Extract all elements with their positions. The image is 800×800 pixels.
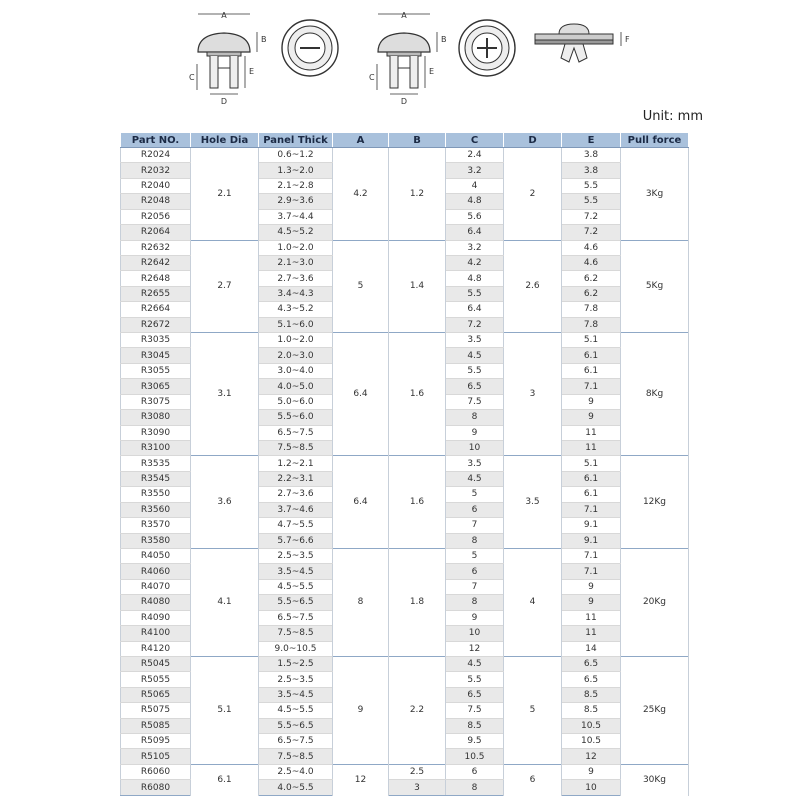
dim-d-cell: 2: [504, 148, 562, 241]
dim-c-cell: 8: [446, 533, 504, 548]
dim-label-a-2: A: [401, 11, 407, 20]
dim-c-cell: 7.5: [446, 394, 504, 409]
pull-force-cell: 30Kg: [621, 764, 689, 795]
dim-b-cell: 2.5: [389, 764, 446, 779]
column-header: A: [333, 133, 389, 148]
part-number-cell: R2632: [121, 240, 191, 255]
dim-c-cell: 4.5: [446, 471, 504, 486]
panel-thick-cell: 5.5~6.5: [259, 718, 333, 733]
panel-thick-cell: 6.5~7.5: [259, 734, 333, 749]
table-row: [121, 656, 689, 671]
part-number-cell: R3560: [121, 502, 191, 517]
dim-c-cell: 4: [446, 178, 504, 193]
panel-thick-cell: 5.0~6.0: [259, 394, 333, 409]
panel-thick-cell: 5.1~6.0: [259, 317, 333, 332]
dim-c-cell: 7: [446, 518, 504, 533]
column-header: Panel Thick: [259, 133, 333, 148]
dim-a-cell: 5: [333, 240, 389, 333]
dim-label-b: B: [261, 35, 267, 44]
dim-c-cell: 6: [446, 764, 504, 779]
dim-e-cell: 10.5: [562, 734, 621, 749]
dim-label-c: C: [189, 73, 195, 82]
table-row: [121, 456, 689, 471]
column-header: B: [389, 133, 446, 148]
dim-c-cell: 5.5: [446, 672, 504, 687]
part-number-cell: R3570: [121, 518, 191, 533]
dim-a-cell: 4.2: [333, 148, 389, 241]
dim-e-cell: 7.2: [562, 209, 621, 224]
part-number-cell: R2648: [121, 271, 191, 286]
panel-thick-cell: 1.0~2.0: [259, 333, 333, 348]
dim-e-cell: 11: [562, 626, 621, 641]
dim-d-cell: 3: [504, 333, 562, 456]
part-number-cell: R6080: [121, 780, 191, 796]
dim-c-cell: 5.5: [446, 363, 504, 378]
panel-thick-cell: 6.5~7.5: [259, 610, 333, 625]
dim-c-cell: 3.5: [446, 456, 504, 471]
panel-thick-cell: 1.0~2.0: [259, 240, 333, 255]
panel-thick-cell: 2.5~3.5: [259, 548, 333, 563]
part-number-cell: R3035: [121, 333, 191, 348]
dim-a-cell: 6.4: [333, 456, 389, 549]
dim-e-cell: 7.1: [562, 548, 621, 563]
dim-e-cell: 7.8: [562, 302, 621, 317]
dim-c-cell: 6: [446, 564, 504, 579]
panel-thick-cell: 2.1~2.8: [259, 178, 333, 193]
part-number-cell: R2048: [121, 194, 191, 209]
dim-c-cell: 6.5: [446, 379, 504, 394]
dim-e-cell: 8.5: [562, 703, 621, 718]
dim-e-cell: 9: [562, 764, 621, 779]
dim-c-cell: 5.6: [446, 209, 504, 224]
diagram-side-view-2: [369, 11, 447, 106]
part-number-cell: R5075: [121, 703, 191, 718]
part-number-cell: R4050: [121, 548, 191, 563]
diagram-top-view-1: [282, 20, 338, 76]
dim-e-cell: 9: [562, 579, 621, 594]
part-number-cell: R2672: [121, 317, 191, 332]
pull-force-cell: 3Kg: [621, 148, 689, 241]
dim-b-cell: 1.8: [389, 548, 446, 656]
part-number-cell: R2642: [121, 255, 191, 270]
dim-c-cell: 3.2: [446, 163, 504, 178]
part-number-cell: R3550: [121, 487, 191, 502]
part-number-cell: R2064: [121, 225, 191, 240]
part-number-cell: R4120: [121, 641, 191, 656]
part-number-cell: R3045: [121, 348, 191, 363]
hole-dia-cell: 6.1: [191, 764, 259, 795]
dim-b-cell: 1.4: [389, 240, 446, 333]
table-row: [121, 764, 689, 779]
dim-c-cell: 6: [446, 502, 504, 517]
dim-c-cell: 6.5: [446, 687, 504, 702]
part-number-cell: R5065: [121, 687, 191, 702]
dim-e-cell: 7.1: [562, 564, 621, 579]
dim-e-cell: 7.8: [562, 317, 621, 332]
unit-label: Unit: mm: [642, 109, 703, 124]
dim-e-cell: 6.1: [562, 487, 621, 502]
panel-thick-cell: 3.4~4.3: [259, 286, 333, 301]
column-header: Pull force: [621, 133, 689, 148]
dim-e-cell: 9: [562, 595, 621, 610]
part-number-cell: R4080: [121, 595, 191, 610]
panel-thick-cell: 2.5~3.5: [259, 672, 333, 687]
dim-e-cell: 5.1: [562, 456, 621, 471]
panel-thick-cell: 2.7~3.6: [259, 271, 333, 286]
dim-e-cell: 6.2: [562, 286, 621, 301]
dim-c-cell: 6.4: [446, 302, 504, 317]
dim-a-cell: 6.4: [333, 333, 389, 456]
dim-b-cell: 1.6: [389, 456, 446, 549]
diagram-installed-view: [535, 24, 630, 62]
panel-thick-cell: 2.2~3.1: [259, 471, 333, 486]
dim-e-cell: 3.8: [562, 163, 621, 178]
part-number-cell: R5085: [121, 718, 191, 733]
column-header: E: [562, 133, 621, 148]
dim-c-cell: 6.4: [446, 225, 504, 240]
part-number-cell: R4100: [121, 626, 191, 641]
part-number-cell: R3545: [121, 471, 191, 486]
dim-a-cell: 9: [333, 656, 389, 764]
dim-c-cell: 4.8: [446, 271, 504, 286]
table-row: [121, 333, 689, 348]
dim-c-cell: 10: [446, 626, 504, 641]
dim-c-cell: 5: [446, 548, 504, 563]
dim-c-cell: 3.2: [446, 240, 504, 255]
part-number-cell: R5105: [121, 749, 191, 764]
dim-d-cell: 5: [504, 656, 562, 764]
panel-thick-cell: 2.5~4.0: [259, 764, 333, 779]
dim-label-f: F: [625, 35, 630, 44]
part-number-cell: R3075: [121, 394, 191, 409]
table-row: [121, 148, 689, 163]
table-row: [121, 548, 689, 563]
dim-label-e-2: E: [429, 67, 435, 76]
dim-e-cell: 6.2: [562, 271, 621, 286]
panel-thick-cell: 4.3~5.2: [259, 302, 333, 317]
part-number-cell: R6060: [121, 764, 191, 779]
dim-e-cell: 9: [562, 410, 621, 425]
dim-e-cell: 6.1: [562, 363, 621, 378]
pull-force-cell: 8Kg: [621, 333, 689, 456]
dim-label-d-2: D: [400, 97, 408, 106]
part-number-cell: R5095: [121, 734, 191, 749]
panel-thick-cell: 3.7~4.4: [259, 209, 333, 224]
dim-label-a: A: [221, 11, 227, 20]
dim-c-cell: 12: [446, 641, 504, 656]
panel-thick-cell: 3.5~4.5: [259, 564, 333, 579]
diagram-side-view-1: [189, 11, 267, 106]
panel-thick-cell: 7.5~8.5: [259, 749, 333, 764]
dim-e-cell: 11: [562, 425, 621, 440]
pull-force-cell: 25Kg: [621, 656, 689, 764]
panel-thick-cell: 2.1~3.0: [259, 255, 333, 270]
hole-dia-cell: 2.1: [191, 148, 259, 241]
panel-thick-cell: 5.5~6.5: [259, 595, 333, 610]
dim-e-cell: 11: [562, 610, 621, 625]
part-number-cell: R2655: [121, 286, 191, 301]
dim-e-cell: 7.1: [562, 379, 621, 394]
dim-c-cell: 8: [446, 780, 504, 796]
part-number-cell: R3080: [121, 410, 191, 425]
panel-thick-cell: 4.0~5.0: [259, 379, 333, 394]
hole-dia-cell: 2.7: [191, 240, 259, 333]
dim-e-cell: 14: [562, 641, 621, 656]
dim-e-cell: 4.6: [562, 255, 621, 270]
dim-c-cell: 4.8: [446, 194, 504, 209]
dim-b-cell: 2.2: [389, 656, 446, 764]
part-number-cell: R4060: [121, 564, 191, 579]
table-row: [121, 240, 689, 255]
part-number-cell: R5055: [121, 672, 191, 687]
panel-thick-cell: 4.5~5.5: [259, 579, 333, 594]
dim-c-cell: 9.5: [446, 734, 504, 749]
dim-label-d: D: [220, 97, 228, 106]
part-number-cell: R5045: [121, 656, 191, 671]
panel-thick-cell: 4.7~5.5: [259, 518, 333, 533]
dim-e-cell: 6.1: [562, 348, 621, 363]
table-header-row: [121, 133, 689, 148]
dim-d-cell: 2.6: [504, 240, 562, 333]
dim-e-cell: 10: [562, 780, 621, 796]
dim-c-cell: 4.5: [446, 656, 504, 671]
panel-thick-cell: 6.5~7.5: [259, 425, 333, 440]
part-number-cell: R3100: [121, 441, 191, 456]
hole-dia-cell: 3.6: [191, 456, 259, 549]
dim-c-cell: 4.2: [446, 255, 504, 270]
part-number-cell: R3090: [121, 425, 191, 440]
dim-e-cell: 7.1: [562, 502, 621, 517]
dim-c-cell: 7.2: [446, 317, 504, 332]
dim-e-cell: 6.5: [562, 672, 621, 687]
dim-e-cell: 5.1: [562, 333, 621, 348]
pull-force-cell: 20Kg: [621, 548, 689, 656]
hole-dia-cell: 5.1: [191, 656, 259, 764]
part-number-cell: R2024: [121, 148, 191, 163]
part-number-cell: R4090: [121, 610, 191, 625]
panel-thick-cell: 7.5~8.5: [259, 626, 333, 641]
panel-thick-cell: 1.2~2.1: [259, 456, 333, 471]
panel-thick-cell: 5.7~6.6: [259, 533, 333, 548]
dim-a-cell: 12: [333, 764, 389, 795]
hole-dia-cell: 4.1: [191, 548, 259, 656]
part-number-cell: R3065: [121, 379, 191, 394]
dim-e-cell: 9.1: [562, 518, 621, 533]
part-number-cell: R4070: [121, 579, 191, 594]
hole-dia-cell: 3.1: [191, 333, 259, 456]
dim-c-cell: 8.5: [446, 718, 504, 733]
panel-thick-cell: 1.3~2.0: [259, 163, 333, 178]
dim-e-cell: 4.6: [562, 240, 621, 255]
part-number-cell: R3535: [121, 456, 191, 471]
dim-d-cell: 4: [504, 548, 562, 656]
panel-thick-cell: 2.7~3.6: [259, 487, 333, 502]
dim-c-cell: 10: [446, 441, 504, 456]
part-number-cell: R2664: [121, 302, 191, 317]
diagram-top-view-2: [459, 20, 515, 76]
dim-e-cell: 8.5: [562, 687, 621, 702]
panel-thick-cell: 9.0~10.5: [259, 641, 333, 656]
dim-c-cell: 2.4: [446, 148, 504, 163]
rivet-dimension-diagrams: [0, 0, 800, 110]
dim-c-cell: 8: [446, 595, 504, 610]
panel-thick-cell: 4.5~5.5: [259, 703, 333, 718]
column-header: Hole Dia: [191, 133, 259, 148]
dim-label-e: E: [249, 67, 255, 76]
dim-e-cell: 6.1: [562, 471, 621, 486]
dim-c-cell: 4.5: [446, 348, 504, 363]
panel-thick-cell: 3.0~4.0: [259, 363, 333, 378]
dim-b-cell: 1.2: [389, 148, 446, 241]
dim-c-cell: 8: [446, 410, 504, 425]
dim-c-cell: 9: [446, 425, 504, 440]
dim-e-cell: 6.5: [562, 656, 621, 671]
dim-e-cell: 5.5: [562, 194, 621, 209]
dim-c-cell: 10.5: [446, 749, 504, 764]
pull-force-cell: 12Kg: [621, 456, 689, 549]
dim-e-cell: 5.5: [562, 178, 621, 193]
dim-a-cell: 8: [333, 548, 389, 656]
dim-e-cell: 10.5: [562, 718, 621, 733]
dim-label-b-2: B: [441, 35, 447, 44]
column-header: Part NO.: [121, 133, 191, 148]
dim-d-cell: 3.5: [504, 456, 562, 549]
dim-e-cell: 3.8: [562, 148, 621, 163]
dim-e-cell: 11: [562, 441, 621, 456]
dim-b-cell: 3: [389, 780, 446, 796]
dim-d-cell: 6: [504, 764, 562, 795]
dim-e-cell: 9: [562, 394, 621, 409]
part-number-cell: R2056: [121, 209, 191, 224]
column-header: D: [504, 133, 562, 148]
column-header: C: [446, 133, 504, 148]
rivet-spec-table: [120, 132, 689, 796]
panel-thick-cell: 4.5~5.2: [259, 225, 333, 240]
panel-thick-cell: 1.5~2.5: [259, 656, 333, 671]
part-number-cell: R2032: [121, 163, 191, 178]
panel-thick-cell: 5.5~6.0: [259, 410, 333, 425]
panel-thick-cell: 4.0~5.5: [259, 780, 333, 796]
part-number-cell: R3055: [121, 363, 191, 378]
dim-c-cell: 3.5: [446, 333, 504, 348]
dim-c-cell: 5: [446, 487, 504, 502]
dim-e-cell: 7.2: [562, 225, 621, 240]
part-number-cell: R3580: [121, 533, 191, 548]
dim-b-cell: 1.6: [389, 333, 446, 456]
panel-thick-cell: 3.5~4.5: [259, 687, 333, 702]
dim-label-c-2: C: [369, 73, 375, 82]
dim-e-cell: 12: [562, 749, 621, 764]
dim-c-cell: 7.5: [446, 703, 504, 718]
part-number-cell: R2040: [121, 178, 191, 193]
panel-thick-cell: 0.6~1.2: [259, 148, 333, 163]
panel-thick-cell: 7.5~8.5: [259, 441, 333, 456]
panel-thick-cell: 3.7~4.6: [259, 502, 333, 517]
dim-c-cell: 7: [446, 579, 504, 594]
dim-e-cell: 9.1: [562, 533, 621, 548]
panel-thick-cell: 2.9~3.6: [259, 194, 333, 209]
pull-force-cell: 5Kg: [621, 240, 689, 333]
panel-thick-cell: 2.0~3.0: [259, 348, 333, 363]
dim-c-cell: 9: [446, 610, 504, 625]
dim-c-cell: 5.5: [446, 286, 504, 301]
